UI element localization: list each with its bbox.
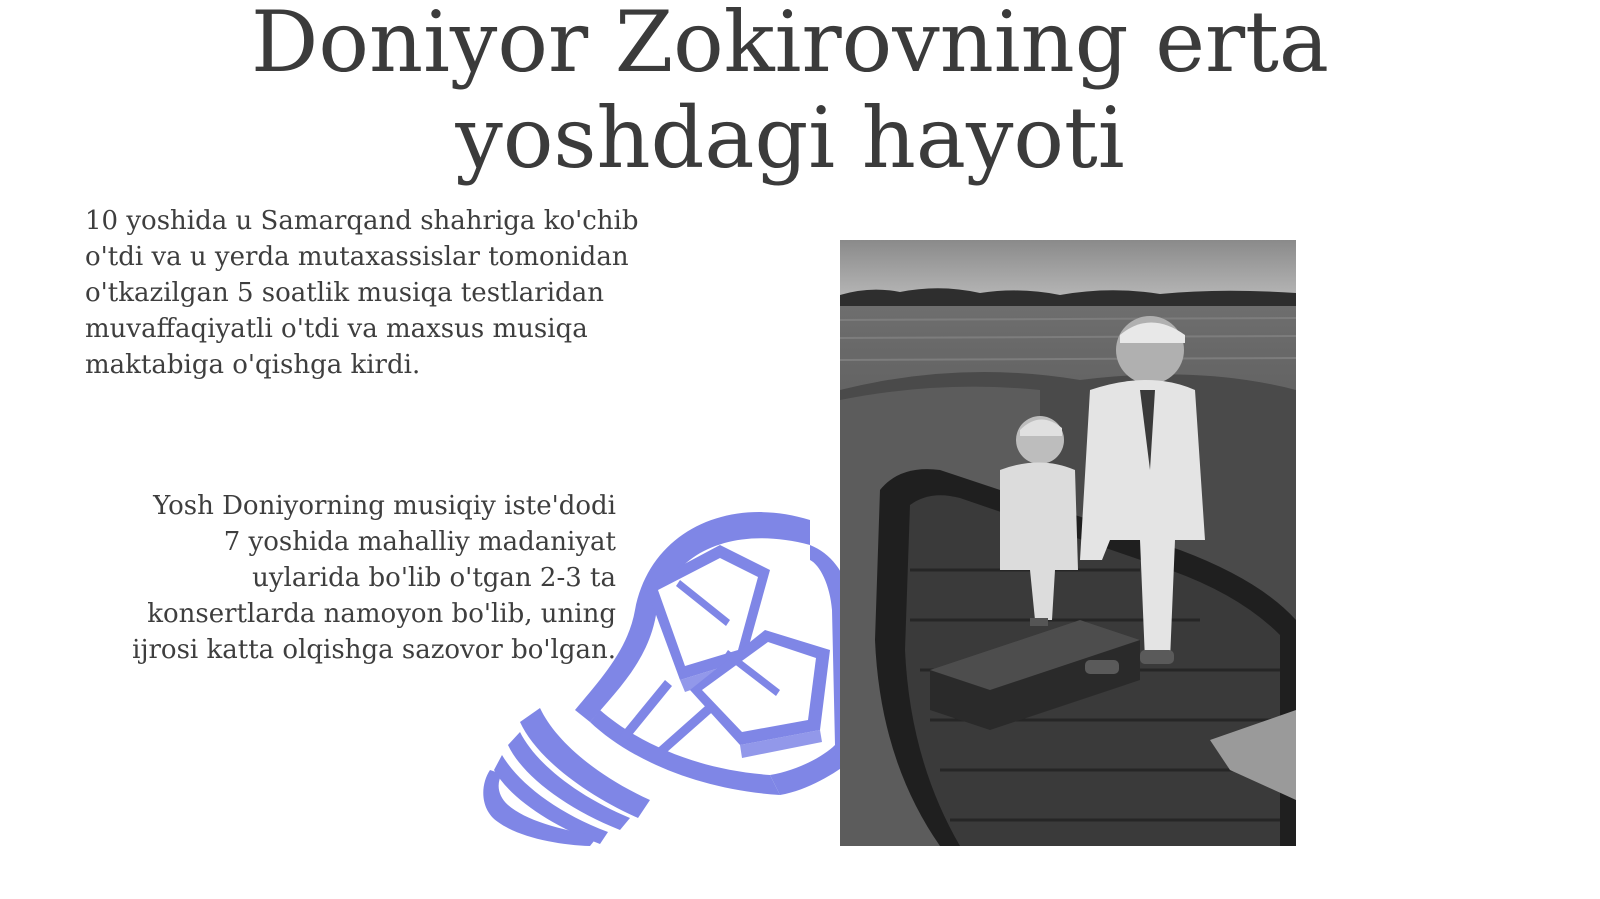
paragraph-samarqand: 10 yoshida u Samarqand shahriga ko'chib o'tdi va u yerda mutaxassislar tomonidan o'tkazilgan 5 soatlik musiqa testlaridan muvaffaqiyatli o'tdi va maxsus musiqa maktabiga o'qishga kirdi. [85,206,639,380]
slide-title: Doniyor Zokirovning erta yoshdagi hayoti [251,0,1329,187]
paragraph-talent: Yosh Doniyorning musiqiy iste'dodi 7 yoshida mahalliy madaniyat uylarida bo'lib o'tgan 2-3 ta konsertlarda namoyon bo'lib, uning ijrosi katta olqishga sazovor bo'lgan. [132,491,616,665]
boys-in-boat-photo [840,240,1296,846]
